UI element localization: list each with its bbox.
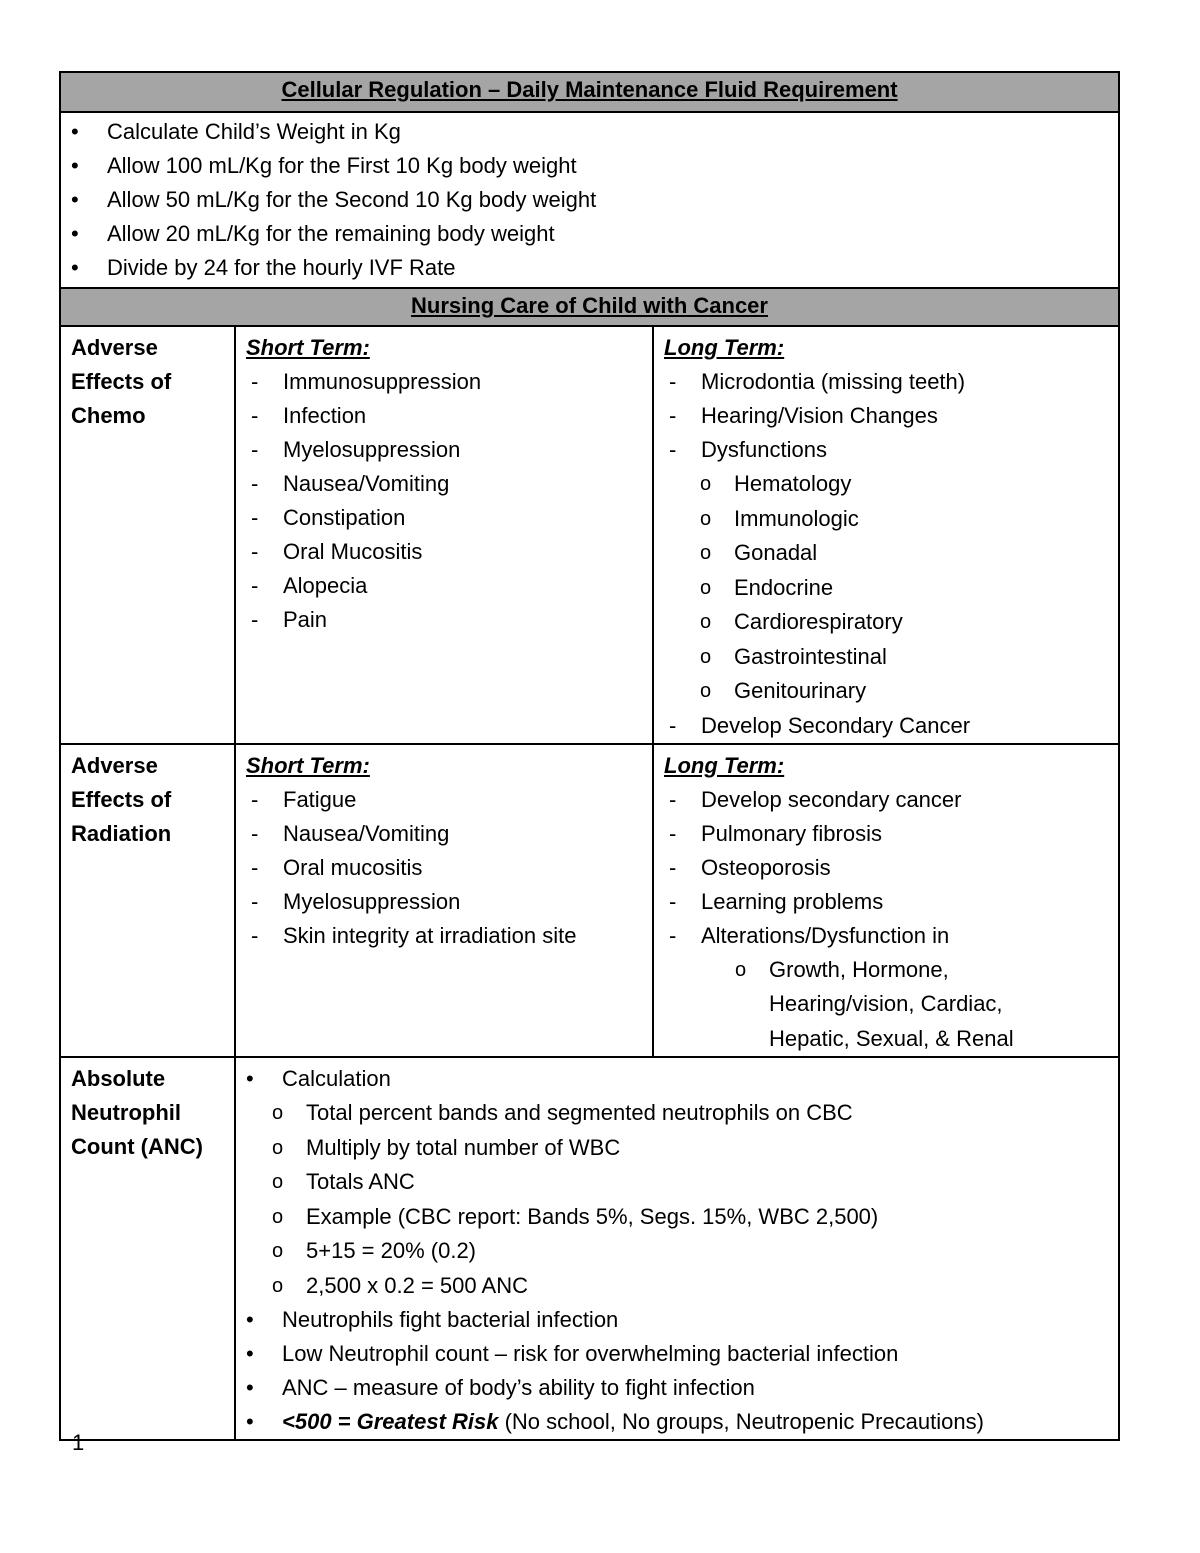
list-item: o Genitourinary bbox=[700, 674, 1110, 709]
list-item: - Alterations/Dysfunction in bbox=[664, 919, 1110, 953]
chemo-short-term-cell bbox=[235, 326, 653, 744]
chemo-short-term-list bbox=[246, 365, 644, 637]
list-item: - Infection bbox=[246, 399, 644, 433]
list-item: - Myelosuppression bbox=[246, 885, 644, 919]
list-item: - Myelosuppression bbox=[246, 433, 644, 467]
long-term-heading: Long Term: bbox=[664, 752, 785, 778]
anc-label bbox=[60, 1057, 235, 1440]
list-item: • Calculate Child’s Weight in Kg bbox=[61, 115, 1118, 149]
list-item: - Dysfunctions bbox=[664, 433, 1110, 467]
label-line: Chemo bbox=[71, 403, 146, 428]
list-item: - Microdontia (missing teeth) bbox=[664, 365, 1110, 399]
alterations-list bbox=[735, 953, 1035, 1057]
chemo-long-term-list bbox=[664, 365, 1110, 467]
list-item: - Oral Mucositis bbox=[246, 535, 644, 569]
list-item: o Multiply by total number of WBC bbox=[272, 1131, 1110, 1166]
list-item: o 5+15 = 20% (0.2) bbox=[272, 1234, 1110, 1269]
radiation-label bbox=[60, 744, 235, 1058]
list-item: • Allow 50 mL/Kg for the Second 10 Kg body weight bbox=[61, 183, 1118, 217]
short-term-heading: Short Term: bbox=[246, 752, 370, 778]
list-item: o Hematology bbox=[700, 467, 1110, 502]
label-line: Adverse bbox=[71, 752, 158, 778]
list-item: - Pulmonary fibrosis bbox=[664, 817, 1110, 851]
radiation-short-term-list bbox=[246, 783, 644, 953]
list-item: o Total percent bands and segmented neutrophils on CBC bbox=[272, 1096, 1110, 1131]
anc-steps-list bbox=[272, 1096, 1110, 1303]
anc-points-list bbox=[236, 1303, 1110, 1439]
cancer-care-title: Nursing Care of Child with Cancer bbox=[60, 288, 1119, 326]
label-line: Effects of bbox=[71, 786, 172, 812]
short-term-heading: Short Term: bbox=[246, 335, 370, 360]
list-item: - Skin integrity at irradiation site bbox=[246, 919, 644, 953]
label-line: Adverse bbox=[71, 335, 158, 360]
label-line: Neutrophil bbox=[71, 1100, 181, 1125]
list-item: - Nausea/Vomiting bbox=[246, 817, 644, 851]
list-item: - Develop Secondary Cancer bbox=[664, 709, 1110, 743]
list-item: • Allow 20 mL/Kg for the remaining body weight bbox=[61, 217, 1118, 251]
list-item: - Nausea/Vomiting bbox=[246, 467, 644, 501]
page-number: 1 bbox=[72, 1430, 85, 1455]
list-item: - Develop secondary cancer bbox=[664, 783, 1110, 817]
list-item: • ANC – measure of body’s ability to fight infection bbox=[236, 1371, 1110, 1405]
list-item: - Fatigue bbox=[246, 783, 644, 817]
list-item: - Osteoporosis bbox=[664, 851, 1110, 885]
list-item: • Low Neutrophil count – risk for overwhelming bacterial infection bbox=[236, 1337, 1110, 1371]
list-item: o Example (CBC report: Bands 5%, Segs. 15%, WBC 2,500) bbox=[272, 1200, 1110, 1235]
list-item: - Oral mucositis bbox=[246, 851, 644, 885]
list-item: o Immunologic bbox=[700, 502, 1110, 537]
greatest-risk-text: <500 = Greatest Risk bbox=[282, 1409, 499, 1434]
list-item: - Alopecia bbox=[246, 569, 644, 603]
list-item bbox=[236, 1405, 1110, 1439]
list-item: - Constipation bbox=[246, 501, 644, 535]
notes-table bbox=[59, 71, 1120, 1441]
list-item: o Gonadal bbox=[700, 536, 1110, 571]
list-item: - Immunosuppression bbox=[246, 365, 644, 399]
list-item: o Totals ANC bbox=[272, 1165, 1110, 1200]
radiation-long-term-cell bbox=[653, 744, 1119, 1058]
list-item: • Divide by 24 for the hourly IVF Rate bbox=[61, 251, 1118, 285]
list-item: • Calculation bbox=[236, 1062, 1110, 1096]
list-item: o Gastrointestinal bbox=[700, 640, 1110, 675]
label-line: Absolute bbox=[71, 1066, 166, 1091]
list-item: - Pain bbox=[246, 603, 644, 637]
chemo-label bbox=[60, 326, 235, 744]
anc-calc-list bbox=[236, 1062, 1110, 1096]
label-line: Effects of bbox=[71, 369, 172, 394]
list-item: • Neutrophils fight bacterial infection bbox=[236, 1303, 1110, 1337]
list-item: o Growth, Hormone, Hearing/vision, Cardiac, Hepatic, Sexual, & Renal bbox=[735, 953, 1035, 1057]
list-item: • Allow 100 mL/Kg for the First 10 Kg body weight bbox=[61, 149, 1118, 183]
dysfunctions-list bbox=[700, 467, 1110, 709]
fluid-requirement-list-cell bbox=[60, 112, 1119, 288]
label-line: Radiation bbox=[71, 820, 172, 846]
chemo-long-term-list-end bbox=[664, 709, 1110, 743]
long-term-heading: Long Term: bbox=[664, 335, 785, 360]
list-item: o Cardiorespiratory bbox=[700, 605, 1110, 640]
radiation-short-term-cell bbox=[235, 744, 653, 1058]
list-item: - Learning problems bbox=[664, 885, 1110, 919]
list-item: - Hearing/Vision Changes bbox=[664, 399, 1110, 433]
chemo-long-term-cell bbox=[653, 326, 1119, 744]
anc-content-cell bbox=[235, 1057, 1119, 1440]
list-item: o Endocrine bbox=[700, 571, 1110, 606]
fluid-requirement-list bbox=[61, 115, 1118, 285]
radiation-long-term-list bbox=[664, 783, 1110, 953]
precautions-text: (No school, No groups, Neutropenic Precautions) bbox=[498, 1409, 984, 1434]
list-item: o 2,500 x 0.2 = 500 ANC bbox=[272, 1269, 1110, 1304]
label-line: Count (ANC) bbox=[71, 1134, 203, 1159]
fluid-requirement-title: Cellular Regulation – Daily Maintenance Fluid Requirement bbox=[60, 72, 1119, 112]
